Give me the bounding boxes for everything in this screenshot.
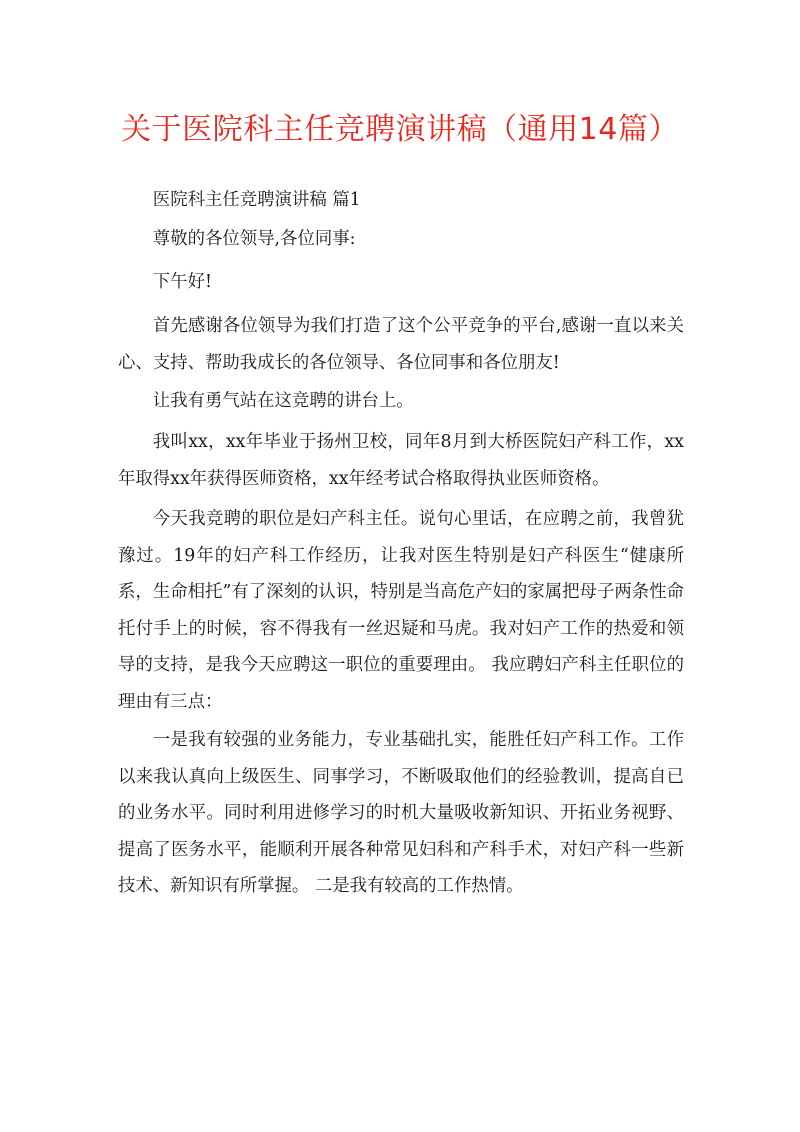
document-title: 关于医院科主任竞聘演讲稿（通用14篇）	[121, 112, 679, 147]
paragraph-podium: 让我有勇气站在这竞聘的讲台上。	[152, 391, 414, 411]
document-body	[118, 180, 684, 907]
paragraph-introduction: 我叫xx，xx年毕业于扬州卫校，同年8月到大桥医院妇产科工作，xx年取得xx年获得医师资格，xx年经考试合格取得执业医师资格。	[118, 432, 684, 489]
greeting: 下午好!	[152, 272, 212, 292]
salutation: 尊敬的各位领导,各位同事:	[152, 229, 356, 249]
paragraph-position: 今天我竞聘的职位是妇产科主任。说句心里话，在应聘之前，我曾犹豫过。19年的妇产科工作经历，让我对医生特别是妇产科医生“健康所系，生命相托”有了深刻的认识，特别是当高危产妇的家属把母子两条性命托付手上的时候，容不得我有一丝迟疑和马虎。我对妇产工作的热爱和领导的支持，是我今天应聘这一职位的重要理由。 我应聘妇产科主任职位的理由有三点：	[118, 509, 684, 712]
paragraph-thanks: 首先感谢各位领导为我们打造了这个公平竞争的平台,感谢一直以来关心、支持、帮助我成长的各位领导、各位同事和各位朋友!	[118, 316, 684, 373]
section-heading: 医院科主任竞聘演讲稿 篇1	[152, 190, 361, 210]
paragraph-reasons: 一是我有较强的业务能力，专业基础扎实，能胜任妇产科工作。工作以来我认真向上级医生、同事学习，不断吸取他们的经验教训，提高自已的业务水平。同时利用进修学习的时机大量吸收新知识、开拓业务视野、提高了医务水平，能顺利开展各种常见妇科和产科手术，对妇产科一些新技术、新知识有所掌握。 二是我有较高的工作热情。	[118, 730, 684, 896]
